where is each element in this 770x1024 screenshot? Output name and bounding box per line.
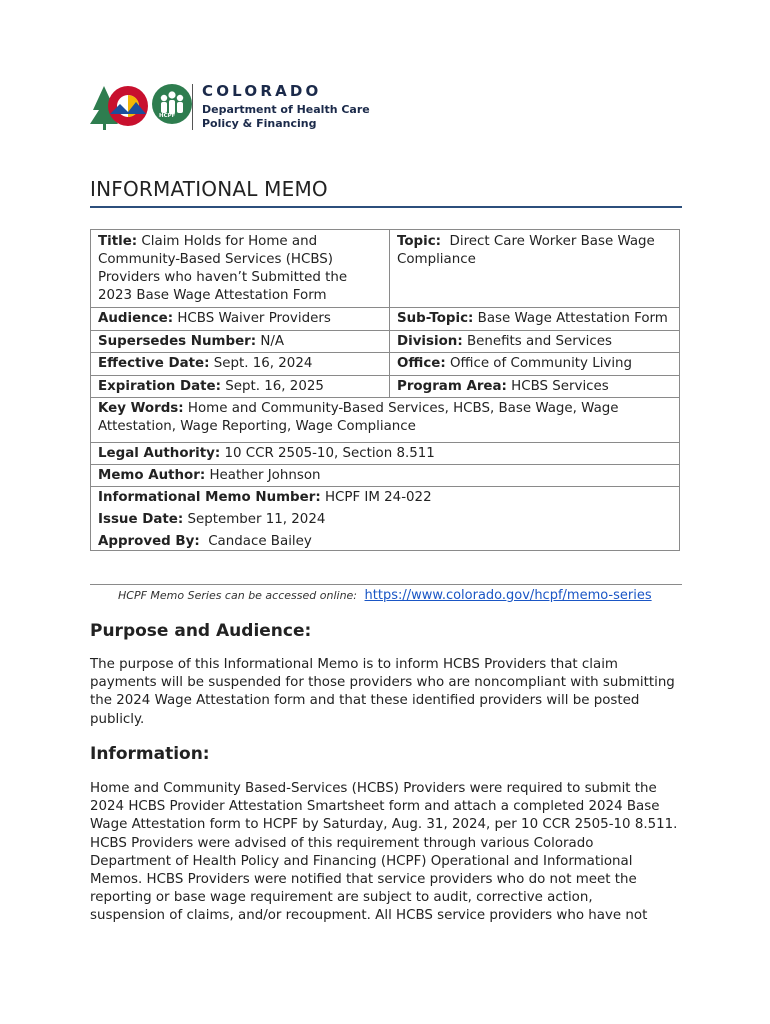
- memo-author-cell: [98, 467, 321, 485]
- department-name-line1: Department of Health Care: [202, 103, 370, 116]
- memo-series-link[interactable]: https://www.colorado.gov/hcpf/memo-series: [364, 588, 652, 603]
- legal-authority-cell: [98, 445, 435, 463]
- purpose-line: the 2024 Wage Attestation form and that these identified providers will be posted: [90, 693, 640, 709]
- office-value: Office of Community Living: [449, 356, 633, 371]
- information-line: 2024 HCBS Provider Attestation Smartsheet form and attach a completed 2024 Base: [90, 799, 660, 815]
- memo-topic-cell: [397, 233, 677, 269]
- effective-date-label: Effective Date:: [98, 356, 210, 371]
- purpose-heading: Purpose and Audience:: [90, 621, 312, 641]
- effective-date-value: Sept. 16, 2024: [213, 356, 313, 371]
- information-line: HCBS Providers were advised of this requirement through various Colorado: [90, 835, 594, 851]
- logo-divider: [192, 84, 193, 130]
- information-line: Wage Attestation form to HCPF by Saturday, Aug. 31, 2024, per 10 CCR 2505-10 8.511.: [90, 817, 678, 833]
- memo-number-cell: [98, 489, 432, 507]
- expiration-date-value: Sept. 16, 2025: [225, 379, 324, 394]
- series-rule: [90, 584, 682, 585]
- keywords-line: Attestation, Wage Reporting, Wage Compliance: [98, 419, 416, 434]
- memo-title-label: Title:: [98, 234, 138, 249]
- information-line: reporting or base wage requirement are subject to audit, corrective action,: [90, 890, 593, 906]
- program-area-label: Program Area:: [397, 379, 507, 394]
- office-cell: [397, 355, 632, 373]
- memo-topic-line: Compliance: [397, 252, 476, 267]
- memo-title-line: Community-Based Services (HCBS): [98, 252, 334, 267]
- issue-date-label: Issue Date:: [98, 512, 184, 527]
- program-area-value: HCBS Services: [511, 379, 609, 394]
- legal-authority-value: 10 CCR 2505-10, Section 8.511: [224, 446, 435, 461]
- subtopic-cell: [397, 310, 668, 328]
- information-line: Home and Community Based-Services (HCBS) Providers were required to submit the: [90, 781, 657, 796]
- subtopic-label: Sub-Topic:: [397, 311, 474, 326]
- information-line: Department of Health Policy and Financing (HCPF) Operational and Informational: [90, 853, 633, 869]
- department-name-line2: Policy & Financing: [202, 117, 317, 130]
- information-line: suspension of claims, and/or recoupment. All HCBS service providers who have not: [90, 908, 648, 924]
- program-area-cell: [397, 378, 609, 396]
- memo-info-table: [90, 229, 680, 551]
- state-name: COLORADO: [202, 82, 322, 100]
- memo-number-label: Informational Memo Number:: [98, 490, 321, 505]
- purpose-line: publicly.: [90, 711, 145, 727]
- memo-series-note: [118, 588, 652, 603]
- effective-date-cell: [98, 355, 312, 373]
- page-title: INFORMATIONAL MEMO: [90, 177, 328, 201]
- audience-value: HCBS Waiver Providers: [177, 311, 331, 326]
- audience-label: Audience:: [98, 311, 174, 326]
- information-paragraph: [90, 780, 690, 926]
- approved-by-value: Candace Bailey: [208, 534, 312, 549]
- keywords-label: Key Words:: [98, 401, 184, 416]
- purpose-line: The purpose of this Informational Memo is to inform HCBS Providers that claim: [90, 657, 618, 672]
- supersedes-value: N/A: [260, 334, 285, 349]
- approved-by-cell: [98, 533, 312, 551]
- supersedes-label: Supersedes Number:: [98, 334, 257, 349]
- memo-title-line: Providers who haven’t Submitted the: [98, 270, 348, 285]
- hcpf-badge-label: HCPF: [159, 113, 176, 119]
- expiration-date-label: Expiration Date:: [98, 379, 221, 394]
- memo-title-cell: [98, 233, 383, 305]
- memo-series-text: HCPF Memo Series can be accessed online:: [118, 589, 358, 602]
- division-value: Benefits and Services: [466, 334, 612, 349]
- information-heading: Information:: [90, 744, 210, 764]
- title-rule: [90, 206, 682, 208]
- memo-topic-line: Direct Care Worker Base Wage: [449, 234, 655, 249]
- memo-title-line: Claim Holds for Home and: [141, 234, 318, 249]
- legal-authority-label: Legal Authority:: [98, 446, 221, 461]
- memo-author-label: Memo Author:: [98, 468, 206, 483]
- audience-cell: [98, 310, 331, 328]
- memo-author-value: Heather Johnson: [209, 468, 321, 483]
- supersedes-cell: [98, 333, 284, 351]
- approved-by-label: Approved By:: [98, 534, 200, 549]
- memo-topic-label: Topic:: [397, 234, 442, 249]
- memo-title-line: 2023 Base Wage Attestation Form: [98, 288, 327, 303]
- purpose-line: payments will be suspended for those providers who are noncompliant with submitting: [90, 675, 675, 691]
- division-cell: [397, 333, 612, 351]
- keywords-cell: [98, 400, 673, 436]
- colorado-seal-icon: [90, 80, 200, 136]
- division-label: Division:: [397, 334, 463, 349]
- keywords-line: Home and Community-Based Services, HCBS, Base Wage, Wage: [187, 401, 619, 416]
- memo-number-value: HCPF IM 24-022: [324, 490, 432, 505]
- expiration-date-cell: [98, 378, 324, 396]
- purpose-paragraph: [90, 656, 690, 729]
- issue-date-value: September 11, 2024: [187, 512, 326, 527]
- office-label: Office:: [397, 356, 446, 371]
- issue-date-cell: [98, 511, 325, 529]
- subtopic-value: Base Wage Attestation Form: [477, 311, 668, 326]
- information-line: Memos. HCBS Providers were notified that service providers who do not meet the: [90, 872, 637, 888]
